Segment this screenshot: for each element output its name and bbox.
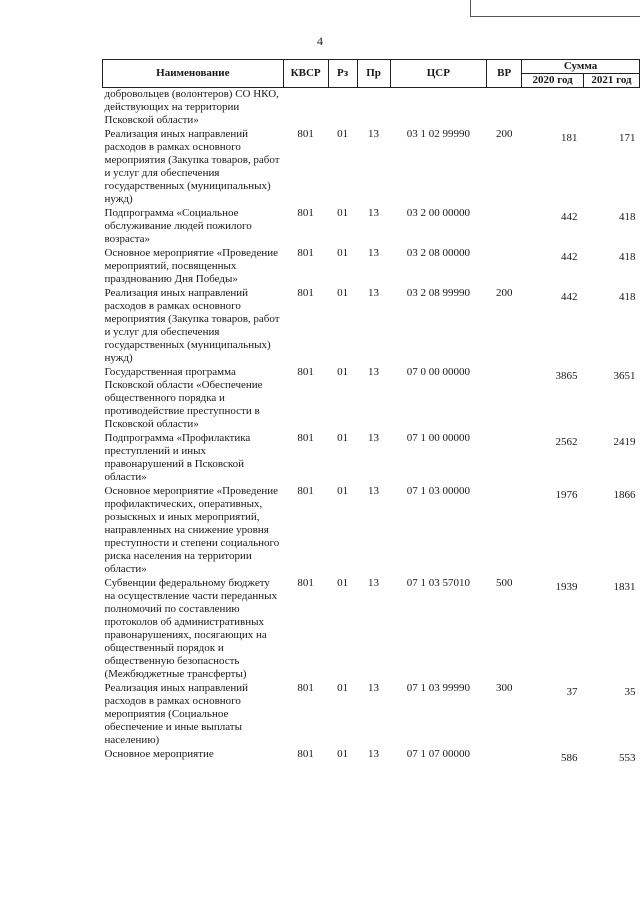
header-vr: ВР [487, 60, 522, 88]
cell-kvsr: 801 [297, 485, 314, 497]
header-rz: Рз [328, 60, 357, 88]
cell-pr: 13 [368, 287, 380, 299]
cell-csr: 07 1 03 00000 [406, 485, 470, 497]
cell-2021: 418 [619, 291, 636, 303]
cell-csr: 07 1 03 99990 [406, 682, 470, 694]
table-row [103, 682, 640, 748]
cell-2021: 418 [619, 251, 636, 263]
cell-2020 [522, 88, 584, 129]
cell-rz: 01 [337, 128, 349, 140]
cell-2020: 1976 [555, 489, 578, 501]
cell-csr: 03 2 08 99990 [406, 287, 470, 299]
cell-kvsr [283, 88, 328, 129]
header-csr: ЦСР [390, 60, 487, 88]
cell-pr: 13 [368, 748, 380, 760]
cell-vr [487, 247, 522, 287]
cell-2020: 1939 [555, 581, 578, 593]
cell-csr: 03 2 00 00000 [406, 207, 470, 219]
cell-rz: 01 [337, 577, 349, 589]
table-row [103, 88, 640, 129]
cell-pr: 13 [368, 485, 380, 497]
budget-table [102, 59, 640, 766]
cell-vr [487, 485, 522, 577]
cell-2021 [584, 88, 640, 129]
header-pr: Пр [357, 60, 390, 88]
scan-edge-mark [470, 0, 640, 17]
table-row [103, 432, 640, 485]
cell-pr [357, 88, 390, 129]
cell-name: Государственная программа Псковской области «Обеспечение общественного порядка и противодействие преступности в Псковской области» [104, 366, 263, 430]
cell-name: Подпрограмма «Социальное обслуживание людей пожилого возраста» [104, 207, 252, 245]
cell-name: добровольцев (волонтеров) СО НКО, действующих на территории Псковской области» [104, 88, 279, 126]
cell-2020: 442 [561, 211, 578, 223]
cell-rz: 01 [337, 432, 349, 444]
cell-csr: 03 1 02 99990 [406, 128, 470, 140]
cell-rz [328, 88, 357, 129]
cell-csr: 07 1 03 57010 [406, 577, 470, 589]
cell-rz: 01 [337, 748, 349, 760]
page-number: 4 [317, 34, 323, 48]
cell-2021: 1866 [613, 489, 636, 501]
cell-2020: 442 [561, 251, 578, 263]
cell-name: Подпрограмма «Профилактика преступлений и иных правонарушений в Псковской области» [104, 432, 251, 483]
cell-2020: 2562 [555, 436, 578, 448]
cell-kvsr: 801 [297, 366, 314, 378]
cell-pr: 13 [368, 432, 380, 444]
cell-rz: 01 [337, 287, 349, 299]
cell-2021: 1831 [613, 581, 636, 593]
cell-vr [487, 88, 522, 129]
cell-kvsr: 801 [297, 577, 314, 589]
cell-kvsr: 801 [297, 748, 314, 760]
cell-2020: 37 [566, 686, 578, 698]
table-row [103, 577, 640, 682]
cell-name: Реализация иных направлений расходов в рамках основного мероприятия (Закупка товаров, работ и услуг для обеспечения государственных (муниципальных) нужд) [104, 287, 280, 364]
table-row [103, 247, 640, 287]
cell-kvsr: 801 [297, 682, 314, 694]
header-sum: Сумма [522, 60, 640, 74]
cell-2021: 2419 [613, 436, 636, 448]
cell-kvsr: 801 [297, 207, 314, 219]
cell-rz: 01 [337, 207, 349, 219]
cell-csr [390, 88, 487, 129]
cell-pr: 13 [368, 366, 380, 378]
cell-vr [487, 366, 522, 432]
table-row [103, 207, 640, 247]
cell-2021: 3651 [613, 370, 636, 382]
cell-2021: 35 [624, 686, 636, 698]
cell-pr: 13 [368, 682, 380, 694]
cell-name: Основное мероприятие «Проведение профилактических, оперативных, розыскных и иных мероприятий, направленных на снижение уровня преступности и степени социального риска населения на территории области» [104, 485, 280, 575]
cell-pr: 13 [368, 247, 380, 259]
header-2021: 2021 год [584, 74, 640, 88]
cell-vr [487, 748, 522, 766]
cell-name: Основное мероприятие [104, 748, 214, 760]
table-row [103, 748, 640, 766]
table-body [103, 88, 640, 767]
cell-2021: 553 [619, 752, 636, 764]
cell-csr: 03 2 08 00000 [406, 247, 470, 259]
cell-vr [487, 207, 522, 247]
cell-vr: 500 [495, 577, 513, 589]
cell-2021: 418 [619, 211, 636, 223]
table-row [103, 128, 640, 207]
cell-kvsr: 801 [297, 287, 314, 299]
cell-rz: 01 [337, 485, 349, 497]
cell-pr: 13 [368, 577, 380, 589]
header-name: Наименование [103, 60, 284, 88]
cell-pr: 13 [368, 207, 380, 219]
cell-2020: 442 [561, 291, 578, 303]
cell-name: Основное мероприятие «Проведение мероприятий, посвященных празднованию Дня Победы» [104, 247, 279, 285]
cell-2020: 586 [561, 752, 578, 764]
cell-rz: 01 [337, 247, 349, 259]
cell-2021: 171 [619, 132, 636, 144]
cell-name: Реализация иных направлений расходов в рамках основного мероприятия (Закупка товаров, работ и услуг для обеспечения государственных (муниципальных) нужд) [104, 128, 280, 205]
cell-2020: 3865 [555, 370, 578, 382]
cell-pr: 13 [368, 128, 380, 140]
cell-vr: 200 [495, 128, 513, 140]
table-row [103, 366, 640, 432]
cell-csr: 07 1 07 00000 [406, 748, 470, 760]
cell-name: Реализация иных направлений расходов в рамках основного мероприятия (Социальное обеспечение и иные выплаты населению) [104, 682, 249, 746]
header-kvsr: КВСР [283, 60, 328, 88]
cell-2020: 181 [561, 132, 578, 144]
cell-rz: 01 [337, 682, 349, 694]
table-row [103, 287, 640, 366]
cell-vr [487, 432, 522, 485]
header-2020: 2020 год [522, 74, 584, 88]
cell-rz: 01 [337, 366, 349, 378]
cell-csr: 07 0 00 00000 [406, 366, 470, 378]
cell-csr: 07 1 00 00000 [406, 432, 470, 444]
cell-vr: 300 [495, 682, 513, 694]
table-row [103, 485, 640, 577]
cell-name: Субвенции федеральному бюджету на осуществление части переданных полномочий по составлению протоколов об административных правонарушениях, посягающих на общественный порядок и общественную безопасность (Межбюджетные трансферты) [104, 577, 278, 680]
cell-kvsr: 801 [297, 247, 314, 259]
cell-vr: 200 [495, 287, 513, 299]
cell-kvsr: 801 [297, 432, 314, 444]
cell-kvsr: 801 [297, 128, 314, 140]
